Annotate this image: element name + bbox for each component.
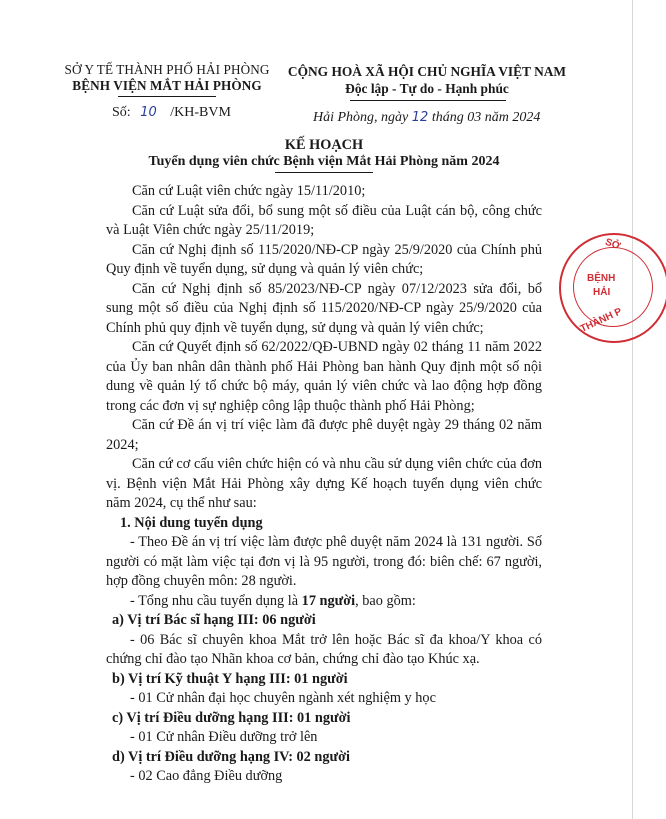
document-number — [112, 105, 231, 121]
document-subtitle: Tuyển dụng viên chức Bệnh viện Mắt Hải Phòng năm 2024 — [148, 154, 500, 169]
total-need-count: 17 người — [301, 592, 356, 609]
document-title: KẾ HOẠCH — [284, 137, 364, 153]
seal-text-top: SỞ — [603, 236, 622, 253]
page-edge-line — [632, 0, 633, 819]
position-b-heading: b) Vị trí Kỹ thuật Y hạng III: 01 người — [112, 670, 348, 687]
legal-basis-5: Căn cứ Quyết định số 62/2022/QĐ-UBND ngày 02 tháng 11 năm 2022 của Ủy ban nhân dân thành phố Hải Phòng ban hành Quy định một số nội dung về quản lý tổ chức bộ máy, quản lý viên chức và lao động hợp đồng trong các đơn vị sự nghiệp công lập thuộc thành phố Hải Phòng; — [106, 339, 542, 414]
seal-text-bottom: THÀNH P — [578, 306, 624, 335]
date-prefix: Hải Phòng, ngày — [313, 110, 409, 125]
position-a-text: - 06 Bác sĩ chuyên khoa Mắt trở lên hoặc Bác sĩ đa khoa/Y khoa có chứng chỉ đào tạo Nhãn khoa cơ bản, chứng chỉ đào tạo Khúc xạ. — [106, 631, 542, 667]
legal-basis-4: Căn cứ Nghị định số 85/2023/NĐ-CP ngày 07/12/2023 sửa đổi, bổ sung một số điều của Nghị định số 115/2020/NĐ-CP ngày 25/9/2020 của Chính phủ quy định về tuyển dụng, sử dụng và quản lý viên chức; — [106, 280, 542, 336]
section-1-heading: 1. Nội dung tuyển dụng — [120, 514, 263, 531]
document-body — [106, 182, 542, 787]
document-date — [313, 110, 540, 126]
position-c-text: - 01 Cử nhân Điều dưỡng trở lên — [130, 729, 318, 745]
document-number-suffix: /KH-BVM — [170, 105, 231, 120]
position-c-heading: c) Vị trí Điều dưỡng hạng III: 01 người — [112, 709, 351, 726]
position-d-heading: d) Vị trí Điều dưỡng hạng IV: 02 người — [112, 748, 350, 765]
subtitle-underline — [275, 172, 373, 173]
nation-motto: Độc lập - Tự do - Hạnh phúc — [345, 81, 509, 96]
date-suffix: tháng 03 năm 2024 — [431, 110, 541, 125]
seal-text-mid1: BỆNH — [587, 273, 616, 284]
total-need-suffix: , bao gồm: — [355, 592, 416, 609]
legal-basis-2: Căn cứ Luật sửa đổi, bổ sung một số điều của Luật cán bộ, công chức và Luật Viên chức ngày 25/11/2019; — [106, 202, 542, 238]
legal-basis-3: Căn cứ Nghị định số 115/2020/NĐ-CP ngày 25/9/2020 của Chính phủ Quy định về tuyển dụng, sử dụng và quản lý viên chức; — [106, 241, 542, 277]
nation-motto-underline — [350, 100, 506, 101]
document-number-value: 10 — [140, 105, 157, 120]
document-number-prefix: Số: — [112, 105, 131, 120]
legal-basis-7: Căn cứ cơ cấu viên chức hiện có và nhu cầu sử dụng viên chức của đơn vị. Bệnh viện Mắt Hải Phòng xây dựng Kế hoạch tuyển dụng viên chức năm 2024, cụ thể như sau: — [106, 456, 542, 511]
total-need-prefix: - Tổng nhu cầu tuyển dụng là — [130, 592, 302, 609]
hospital-name-underline — [118, 96, 216, 97]
section-1-paragraph-1: - Theo Đề án vị trí việc làm được phê duyệt năm 2024 là 131 người. Số người có mặt làm việc tại đơn vị là 95 người, trong đó: biên chế: 67 người, hợp đồng chuyên môn: 28 người. — [106, 534, 542, 589]
agency-name: SỞ Y TẾ THÀNH PHỐ HẢI PHÒNG — [64, 62, 270, 77]
legal-basis-1: Căn cứ Luật viên chức ngày 15/11/2010; — [132, 183, 366, 199]
date-day: 12 — [411, 110, 429, 125]
legal-basis-6: Căn cứ Đề án vị trí việc làm đã được phê duyệt ngày 29 tháng 02 năm 2024; — [106, 417, 542, 453]
nation-name: CỘNG HOÀ XÃ HỘI CHỦ NGHĨA VIỆT NAM — [287, 64, 567, 79]
seal-text-mid2: HẢI — [593, 287, 611, 298]
section-1-paragraph-2 — [106, 592, 542, 612]
position-a-heading: a) Vị trí Bác sĩ hạng III: 06 người — [112, 612, 316, 628]
position-b-text: - 01 Cử nhân đại học chuyên ngành xét nghiệm y học — [130, 690, 436, 706]
red-seal-stamp — [559, 233, 666, 343]
position-d-text: - 02 Cao đẳng Điều dưỡng — [130, 768, 283, 784]
hospital-name: BỆNH VIỆN MẮT HẢI PHÒNG — [72, 78, 262, 93]
